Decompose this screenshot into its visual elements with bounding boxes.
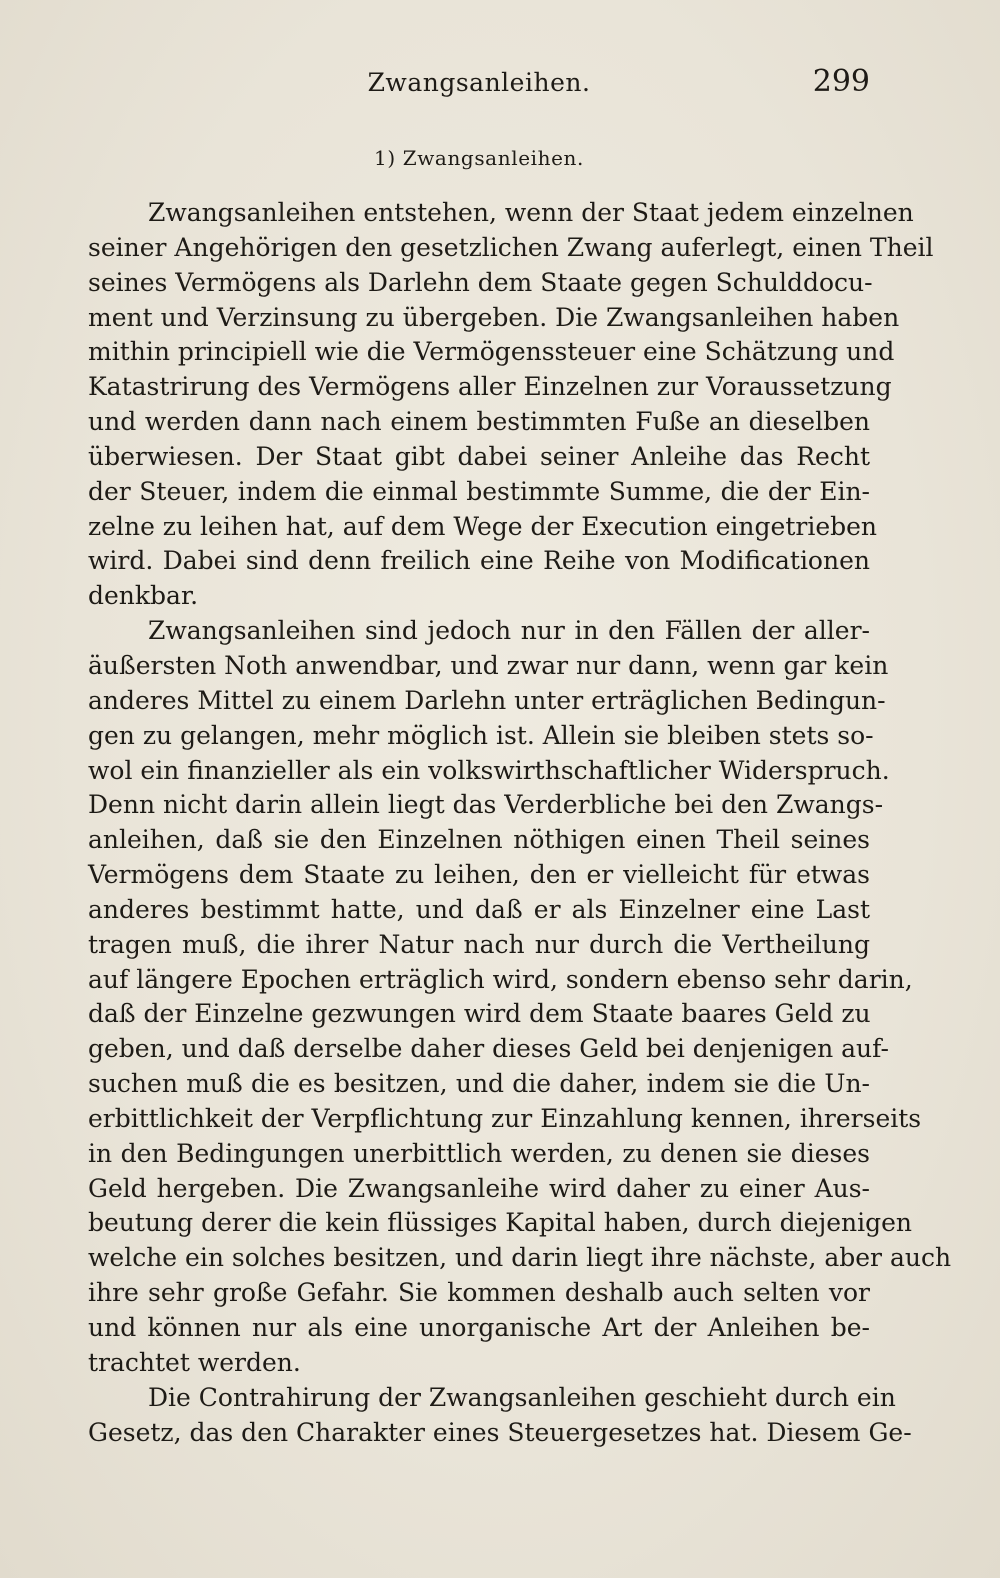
text-line: ment und Verzinsung zu übergeben. Die Zwangsanleihen haben bbox=[88, 302, 900, 332]
text-line: welche ein solches besitzen, und darin liegt ihre nächste, aber auch bbox=[88, 1243, 952, 1273]
text-line: äußersten Noth anwendbar, und zwar nur dann, wenn gar kein bbox=[88, 650, 889, 680]
text-line: Geld hergeben. Die Zwangsanleihe wird daher zu einer Aus- bbox=[88, 1173, 870, 1203]
text-line: überwiesen. Der Staat gibt dabei seiner Anleihe das Recht bbox=[88, 441, 870, 471]
running-head: Zwangsanleihen. bbox=[367, 68, 591, 97]
text-line: Zwangsanleihen entstehen, wenn der Staat jedem einzelnen bbox=[148, 198, 914, 227]
paragraph-1 bbox=[88, 196, 934, 614]
text-line: zelne zu leihen hat, auf dem Wege der Execution eingetrieben bbox=[88, 511, 878, 541]
text-line: anleihen, daß sie den Einzelnen nöthigen einen Theil seines bbox=[88, 825, 870, 855]
text-line: ihre sehr große Gefahr. Sie kommen deshalb auch selten vor bbox=[88, 1278, 870, 1308]
text-line: Katastrirung des Vermögens aller Einzelnen zur Voraussetzung bbox=[88, 372, 892, 402]
text-line: seiner Angehörigen den gesetzlichen Zwang auferlegt, einen Theil bbox=[88, 232, 934, 262]
text-line: trachtet werden. bbox=[88, 1347, 301, 1377]
text-line: Zwangsanleihen sind jedoch nur in den Fällen der aller- bbox=[148, 616, 870, 646]
text-line: Gesetz, das den Charakter eines Steuergesetzes hat. Diesem Ge- bbox=[88, 1417, 912, 1447]
text-line: anderes bestimmt hatte, und daß er als Einzelner eine Last bbox=[88, 894, 870, 924]
text-line: wird. Dabei sind denn freilich eine Reihe von Modificationen bbox=[88, 546, 870, 576]
body-text bbox=[88, 196, 952, 1450]
text-line: und können nur als eine unorganische Art der Anleihen be- bbox=[88, 1313, 870, 1342]
paragraph-2 bbox=[88, 614, 952, 1381]
text-line: seines Vermögens als Darlehn dem Staate gegen Schulddocu- bbox=[88, 267, 873, 297]
text-line: mithin principiell wie die Vermögenssteuer eine Schätzung und bbox=[88, 337, 895, 367]
text-line: gen zu gelangen, mehr möglich ist. Allein sie bleiben stets so- bbox=[88, 720, 874, 750]
page-header bbox=[88, 62, 870, 106]
section-heading: 1) Zwangsanleihen. bbox=[374, 146, 584, 170]
text-line: denkbar. bbox=[88, 581, 199, 611]
text-line: Denn nicht darin allein liegt das Verderbliche bei den Zwangs- bbox=[88, 790, 884, 820]
text-line: erbittlichkeit der Verpflichtung zur Einzahlung kennen, ihrerseits bbox=[88, 1103, 922, 1133]
text-line: der Steuer, indem die einmal bestimmte Summe, die der Ein- bbox=[88, 476, 870, 506]
text-line: daß der Einzelne gezwungen wird dem Staate baares Geld zu bbox=[88, 999, 871, 1029]
text-line: geben, und daß derselbe daher dieses Geld bei denjenigen auf- bbox=[88, 1034, 889, 1064]
text-line: Die Contrahirung der Zwangsanleihen geschieht durch ein bbox=[148, 1382, 896, 1412]
text-line: wol ein finanzieller als ein volkswirthschaftlicher Widerspruch. bbox=[88, 755, 890, 785]
text-line: anderes Mittel zu einem Darlehn unter erträglichen Bedingun- bbox=[88, 685, 886, 715]
text-line: und werden dann nach einem bestimmten Fuße an dieselben bbox=[88, 407, 870, 437]
text-line: suchen muß die es besitzen, und die daher, indem sie die Un- bbox=[88, 1069, 870, 1099]
text-line: beutung derer die kein flüssiges Kapital haben, durch diejenigen bbox=[88, 1208, 912, 1238]
text-line: auf längere Epochen erträglich wird, sondern ebenso sehr darin, bbox=[88, 964, 913, 994]
page-number: 299 bbox=[812, 64, 870, 99]
text-line: in den Bedingungen unerbittlich werden, zu denen sie dieses bbox=[88, 1138, 870, 1168]
text-line: Vermögens dem Staate zu leihen, den er vielleicht für etwas bbox=[88, 860, 870, 890]
paragraph-3 bbox=[88, 1381, 912, 1451]
text-line: tragen muß, die ihrer Natur nach nur durch die Vertheilung bbox=[88, 929, 870, 959]
